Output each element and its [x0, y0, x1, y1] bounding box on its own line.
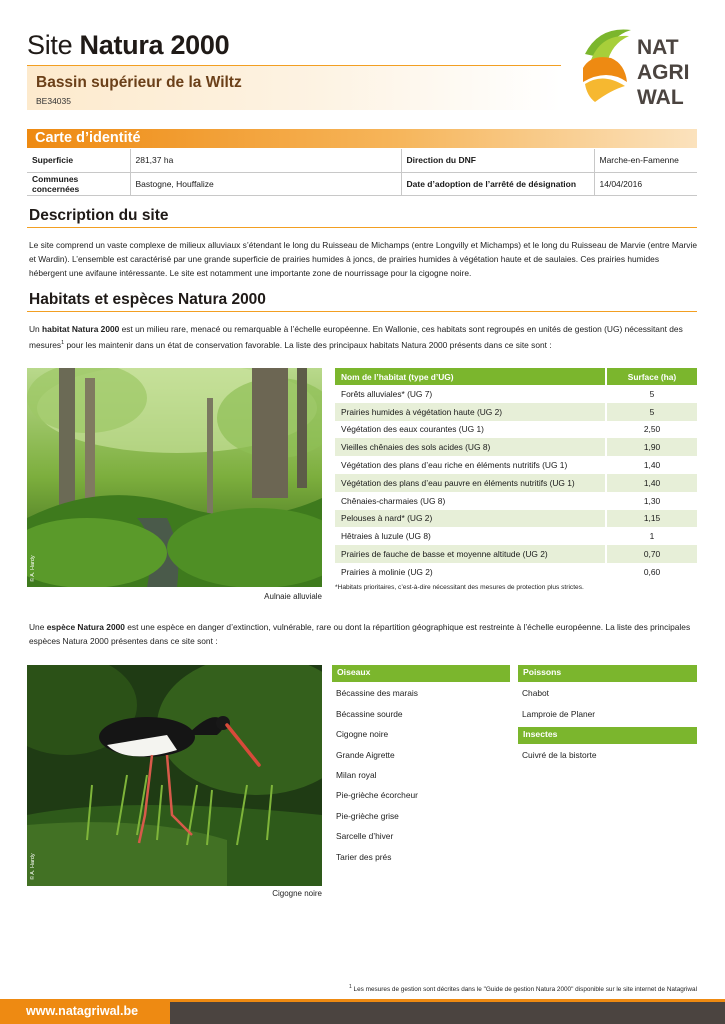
alluvial-forest-photo	[27, 368, 322, 587]
species-item: Bécassine des marais	[336, 688, 418, 698]
table-row	[335, 438, 697, 456]
habitat-name: Prairies humides à végétation haute (UG 2)	[335, 403, 606, 421]
table-row	[335, 545, 697, 563]
habitat-surface: 2,50	[606, 421, 697, 439]
table-row	[335, 421, 697, 439]
photo1-credit: © A. Hardy	[30, 555, 36, 582]
habitat-surface: 1,40	[606, 456, 697, 474]
identity-value: 14/04/2016	[594, 172, 697, 195]
species-item: Milan royal	[336, 770, 377, 780]
site-name: Bassin supérieur de la Wiltz	[36, 74, 242, 91]
identity-table	[27, 149, 697, 196]
logo-arc-orange	[583, 57, 627, 82]
natagriwal-logo	[581, 24, 701, 109]
logo-line-3: WAL	[637, 86, 684, 109]
species-item: Lamproie de Planer	[522, 709, 596, 719]
habitat-col-header: Nom de l’habitat (type d’UG)	[335, 368, 606, 385]
habitat-surface: 5	[606, 385, 697, 403]
habitats-intro: Un habitat Natura 2000 est un milieu rare, menacé ou remarquable à l’échelle européenne. En Wallonie, ces habitats sont regroupés en unités de gestion (UG) nécessitant des mesures$^1$ pour les maintenir dans un état de conservation favorable. La liste des principaux habitats Natura 2000 présents dans ce site sont :	[29, 324, 683, 350]
identity-label: Date d’adoption de l’arrêté de désignation	[401, 172, 594, 195]
habitat-name: Pelouses à nard* (UG 2)	[335, 510, 606, 528]
identity-label: Direction du DNF	[401, 149, 594, 172]
species-item: Bécassine sourde	[336, 709, 403, 719]
species-item: Tarier des prés	[336, 852, 392, 862]
description-text: Le site comprend un vaste complexe de milieux alluviaux s’étendant le long du Ruisseau de Michamps (entre Longvilly et Michamps) et le long du Ruisseau de Marvie (entre Marvie et Wardin). L’ensemble est caractérisé par une grande superficie de prairies humides à joncs, de prairies humides à végétation haute et de saulaies. Ces prairies humides hébergent une avifaune intéressante. Le site est notamment une importante zone de nourrissage pour la cigogne noire.	[29, 240, 698, 278]
logo-line-1: NAT	[637, 36, 679, 59]
habitat-name: Hêtraies à luzule (UG 8)	[335, 527, 606, 545]
habitat-surface: 1	[606, 527, 697, 545]
identity-row	[27, 149, 697, 172]
habitat-surface: 1,90	[606, 438, 697, 456]
insectes-header: Insectes	[518, 727, 697, 744]
species-intro: Une espèce Natura 2000 est une espèce en danger d’extinction, vulnérable, rare ou dont la répartition géographique est restreinte à l’échelle européenne. La liste des principales espèces Natura 2000 présentes dans ce site sont :	[29, 622, 691, 646]
habitat-surface: 1,15	[606, 510, 697, 528]
habitat-name: Chênaies-charmaies (UG 8)	[335, 492, 606, 510]
website-link[interactable]: www.natagriwal.be	[26, 1004, 139, 1018]
title-main: Natura 2000	[79, 30, 230, 60]
habitat-name: Végétation des plans d’eau pauvre en éléments nutritifs (UG 1)	[335, 474, 606, 492]
habitat-surface: 5	[606, 403, 697, 421]
habitat-surface: 0,60	[606, 563, 697, 581]
species-item: Grande Aigrette	[336, 750, 395, 760]
description-rule	[27, 227, 697, 228]
footer-bar	[0, 999, 725, 1024]
habitat-name: Prairies à molinie (UG 2)	[335, 563, 606, 581]
habitat-surface: 1,40	[606, 474, 697, 492]
table-row	[335, 510, 697, 528]
table-row	[335, 527, 697, 545]
habitats-heading: Habitats et espèces Natura 2000	[29, 291, 266, 308]
page-title	[27, 30, 229, 61]
species-item: Cigogne noire	[336, 729, 389, 739]
habitat-surface: 0,70	[606, 545, 697, 563]
species-item: Chabot	[522, 688, 550, 698]
identity-label: Communes concernées	[27, 172, 130, 195]
logo-line-2: AGRI	[637, 61, 690, 84]
habitat-name: Vieilles chênaies des sols acides (UG 8)	[335, 438, 606, 456]
habitat-name: Prairies de fauche de basse et moyenne altitude (UG 2)	[335, 545, 606, 563]
table-row	[335, 456, 697, 474]
surface-col-header: Surface (ha)	[606, 368, 697, 385]
website-tab[interactable]	[0, 999, 170, 1024]
title-prefix: Site	[27, 30, 73, 60]
species-item: Pie-grièche grise	[336, 811, 399, 821]
photo2-caption: Cigogne noire	[272, 889, 322, 898]
table-row	[335, 563, 697, 581]
identity-heading: Carte d’identité	[35, 130, 141, 146]
poissons-header: Poissons	[518, 665, 697, 682]
table-row	[335, 474, 697, 492]
table-row	[335, 385, 697, 403]
habitats-footnote: *Habitats prioritaires, c’est-à-dire nécessitant des mesures de protection plus strictes.	[335, 584, 584, 591]
species-item: Sarcelle d’hiver	[336, 831, 394, 841]
identity-header-bar	[27, 129, 697, 148]
black-stork-photo	[27, 665, 322, 886]
photo2-credit: © A. Hardy	[30, 853, 36, 880]
identity-value: Bastogne, Houffalize	[130, 172, 401, 195]
habitat-name: Forêts alluviales* (UG 7)	[335, 385, 606, 403]
habitat-name: Végétation des eaux courantes (UG 1)	[335, 421, 606, 439]
habitats-rule	[27, 311, 697, 312]
photo1-caption: Aulnaie alluviale	[264, 592, 322, 601]
species-item: Pie-grièche écorcheur	[336, 790, 418, 800]
habitat-surface: 1,30	[606, 492, 697, 510]
site-code: BE34035	[36, 96, 71, 106]
species-item: Cuivré de la bistorte	[522, 750, 597, 760]
table-row	[335, 492, 697, 510]
habitat-name: Végétation des plans d’eau riche en éléments nutritifs (UG 1)	[335, 456, 606, 474]
identity-value: 281,37 ha	[130, 149, 401, 172]
identity-row	[27, 172, 697, 195]
table-row	[335, 403, 697, 421]
management-footnote: $^1$ Les mesures de gestion sont décrites dans le "Guide de gestion Natura 2000" disponible sur le site internet de Natagriwal	[349, 984, 697, 994]
oiseaux-header: Oiseaux	[332, 665, 510, 682]
logo-arc-yellow	[585, 78, 625, 102]
identity-label: Superficie	[27, 149, 130, 172]
description-heading: Description du site	[29, 207, 169, 224]
footer-accent-line	[170, 999, 725, 1002]
identity-value: Marche-en-Famenne	[594, 149, 697, 172]
habitats-table	[335, 368, 697, 581]
